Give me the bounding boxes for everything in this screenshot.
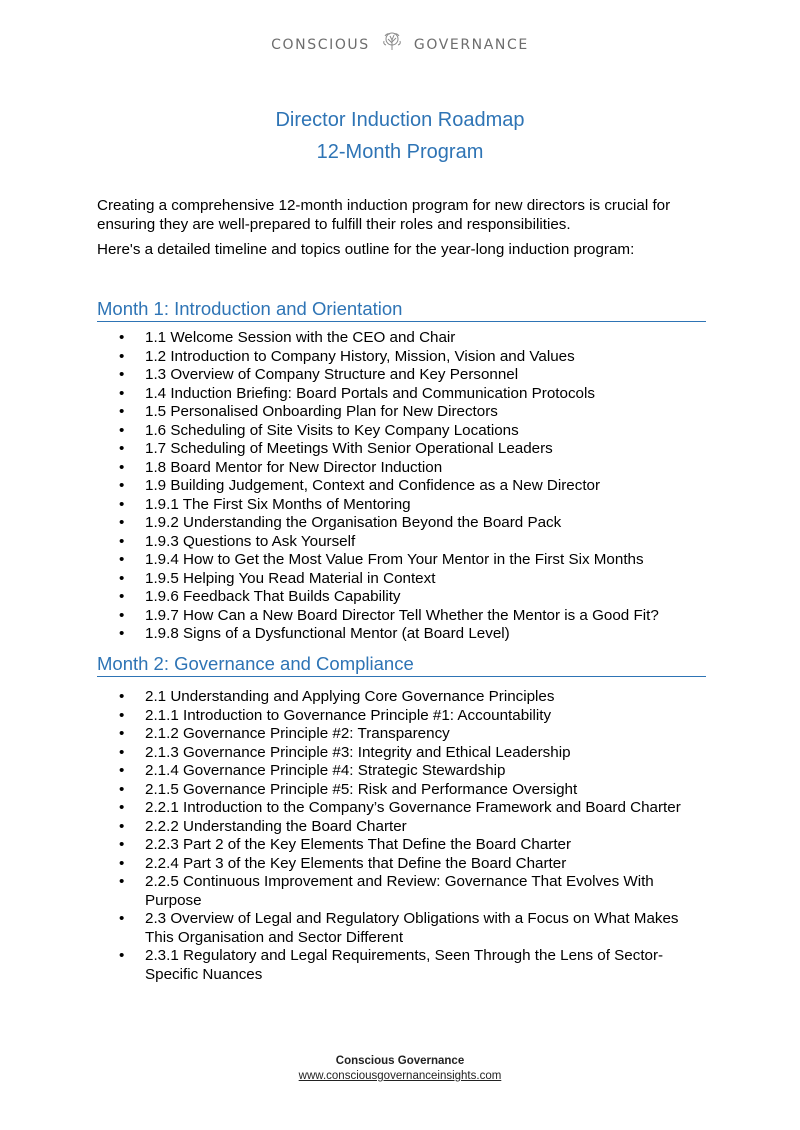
bullet-icon: • xyxy=(119,625,125,642)
list-item xyxy=(97,477,706,496)
list-item-text: 1.9.4 How to Get the Most Value From Your Mentor in the First Six Months xyxy=(145,551,644,568)
list-item xyxy=(97,781,706,800)
list-item-text: 1.2 Introduction to Company History, Mission, Vision and Values xyxy=(145,347,575,365)
bullet-icon: • xyxy=(119,477,125,494)
list-item xyxy=(97,725,706,744)
list-item-text: 2.1.5 Governance Principle #5: Risk and Performance Oversight xyxy=(145,780,578,798)
list-item-text: 2.3.1 Regulatory and Legal Requirements, Seen Through the Lens of Sector-Specific Nuances xyxy=(145,947,664,983)
bullet-icon: • xyxy=(119,799,125,816)
list-item-text: 1.7 Scheduling of Meetings With Senior Operational Leaders xyxy=(145,440,553,457)
topic-list xyxy=(97,329,706,644)
bullet-icon: • xyxy=(119,569,125,587)
section-month-2 xyxy=(97,652,706,984)
footer-website-link[interactable]: www.consciousgovernanceinsights.com xyxy=(298,1070,502,1082)
intro-paragraph-2: Here's a detailed timeline and topics outline for the year-long induction program: xyxy=(97,241,635,258)
bullet-icon: • xyxy=(119,947,125,964)
topic-list xyxy=(97,688,706,984)
bullet-icon: • xyxy=(119,495,125,513)
page-title xyxy=(0,104,800,168)
list-item-text: 1.9.2 Understanding the Organisation Beyond the Board Pack xyxy=(145,514,562,531)
intro-paragraph-1: Creating a comprehensive 12-month induction program for new directors is crucial for ensuring they are well-prepared to fulfill their roles and responsibilities. xyxy=(97,197,671,233)
bullet-icon: • xyxy=(119,440,125,457)
bullet-icon: • xyxy=(119,743,125,761)
bullet-icon: • xyxy=(119,532,125,550)
section-month-1 xyxy=(97,297,706,644)
bullet-icon: • xyxy=(119,606,125,624)
list-item xyxy=(97,873,706,910)
bullet-icon: • xyxy=(119,403,125,420)
logo-text-right: GOVERNANCE xyxy=(413,37,529,53)
footer-brand: Conscious Governance xyxy=(335,1055,465,1067)
list-item-text: 2.2.1 Introduction to the Company’s Governance Framework and Board Charter xyxy=(145,799,681,816)
bullet-icon: • xyxy=(119,762,125,779)
title-line-1: Director Induction Roadmap xyxy=(275,109,525,131)
list-item-text: 2.2.2 Understanding the Board Charter xyxy=(145,817,407,835)
bullet-icon: • xyxy=(119,551,125,568)
list-item xyxy=(97,366,706,385)
list-item-text: 2.3 Overview of Legal and Regulatory Obligations with a Focus on What Makes This Organisation and Sector Different xyxy=(145,910,679,946)
section-heading: Month 1: Introduction and Orientation xyxy=(97,297,706,322)
list-item xyxy=(97,625,706,644)
list-item-text: 2.1.2 Governance Principle #2: Transparency xyxy=(145,725,450,742)
bullet-icon: • xyxy=(119,688,125,705)
list-item xyxy=(97,570,706,589)
list-item-text: 1.6 Scheduling of Site Visits to Key Company Locations xyxy=(145,421,519,439)
list-item-text: 2.1 Understanding and Applying Core Governance Principles xyxy=(145,688,555,705)
list-item xyxy=(97,551,706,570)
list-item xyxy=(97,459,706,478)
intro-text xyxy=(97,197,709,267)
list-item-text: 1.1 Welcome Session with the CEO and Chair xyxy=(145,329,456,346)
list-item xyxy=(97,422,706,441)
bullet-icon: • xyxy=(119,329,125,346)
section-heading: Month 2: Governance and Compliance xyxy=(97,652,706,677)
list-item-text: 1.9.6 Feedback That Builds Capability xyxy=(145,588,401,605)
list-item xyxy=(97,385,706,404)
list-item-text: 1.9.5 Helping You Read Material in Context xyxy=(145,569,436,587)
list-item xyxy=(97,836,706,855)
bullet-icon: • xyxy=(119,588,125,605)
tree-emblem-icon xyxy=(381,31,403,55)
bullet-icon: • xyxy=(119,421,125,439)
list-item-text: 1.9.8 Signs of a Dysfunctional Mentor (at Board Level) xyxy=(145,625,510,642)
list-item xyxy=(97,947,706,984)
bullet-icon: • xyxy=(119,910,125,927)
list-item xyxy=(97,799,706,818)
bullet-icon: • xyxy=(119,817,125,835)
list-item-text: 2.2.5 Continuous Improvement and Review: Governance That Evolves With Purpose xyxy=(145,873,654,909)
brand-logo xyxy=(0,33,800,57)
list-item-text: 2.1.4 Governance Principle #4: Strategic Stewardship xyxy=(145,762,506,779)
list-item-text: 1.3 Overview of Company Structure and Key Personnel xyxy=(145,366,519,383)
list-item-text: 1.9 Building Judgement, Context and Confidence as a New Director xyxy=(145,477,601,494)
list-item-text: 1.9.3 Questions to Ask Yourself xyxy=(145,532,356,550)
list-item xyxy=(97,744,706,763)
list-item-text: 2.1.1 Introduction to Governance Principle #1: Accountability xyxy=(145,706,552,724)
list-item-text: 1.5 Personalised Onboarding Plan for New Directors xyxy=(145,403,498,420)
bullet-icon: • xyxy=(119,780,125,798)
bullet-icon: • xyxy=(119,854,125,872)
list-item-text: 2.1.3 Governance Principle #3: Integrity and Ethical Leadership xyxy=(145,743,571,761)
list-item xyxy=(97,440,706,459)
list-item-text: 1.4 Induction Briefing: Board Portals and Communication Protocols xyxy=(145,384,595,402)
list-item-text: 2.2.3 Part 2 of the Key Elements That Define the Board Charter xyxy=(145,836,572,853)
list-item-text: 1.9.7 How Can a New Board Director Tell Whether the Mentor is a Good Fit? xyxy=(145,606,659,624)
bullet-icon: • xyxy=(119,706,125,724)
bullet-icon: • xyxy=(119,458,125,476)
list-item-text: 2.2.4 Part 3 of the Key Elements that Define the Board Charter xyxy=(145,854,567,872)
list-item xyxy=(97,588,706,607)
list-item-text: 1.8 Board Mentor for New Director Induction xyxy=(145,458,443,476)
bullet-icon: • xyxy=(119,836,125,853)
list-item-text: 1.9.1 The First Six Months of Mentoring xyxy=(145,495,411,513)
logo-text-left: CONSCIOUS xyxy=(271,37,370,53)
list-item xyxy=(97,818,706,837)
bullet-icon: • xyxy=(119,725,125,742)
page-footer xyxy=(0,1054,800,1084)
list-item xyxy=(97,707,706,726)
list-item xyxy=(97,514,706,533)
list-item xyxy=(97,910,706,947)
list-item xyxy=(97,855,706,874)
bullet-icon: • xyxy=(119,514,125,531)
bullet-icon: • xyxy=(119,347,125,365)
list-item xyxy=(97,496,706,515)
title-line-2: 12-Month Program xyxy=(316,141,484,163)
bullet-icon: • xyxy=(119,384,125,402)
bullet-icon: • xyxy=(119,873,125,890)
list-item xyxy=(97,607,706,626)
list-item xyxy=(97,348,706,367)
list-item xyxy=(97,403,706,422)
list-item xyxy=(97,688,706,707)
bullet-icon: • xyxy=(119,366,125,383)
list-item xyxy=(97,329,706,348)
list-item xyxy=(97,533,706,552)
list-item xyxy=(97,762,706,781)
